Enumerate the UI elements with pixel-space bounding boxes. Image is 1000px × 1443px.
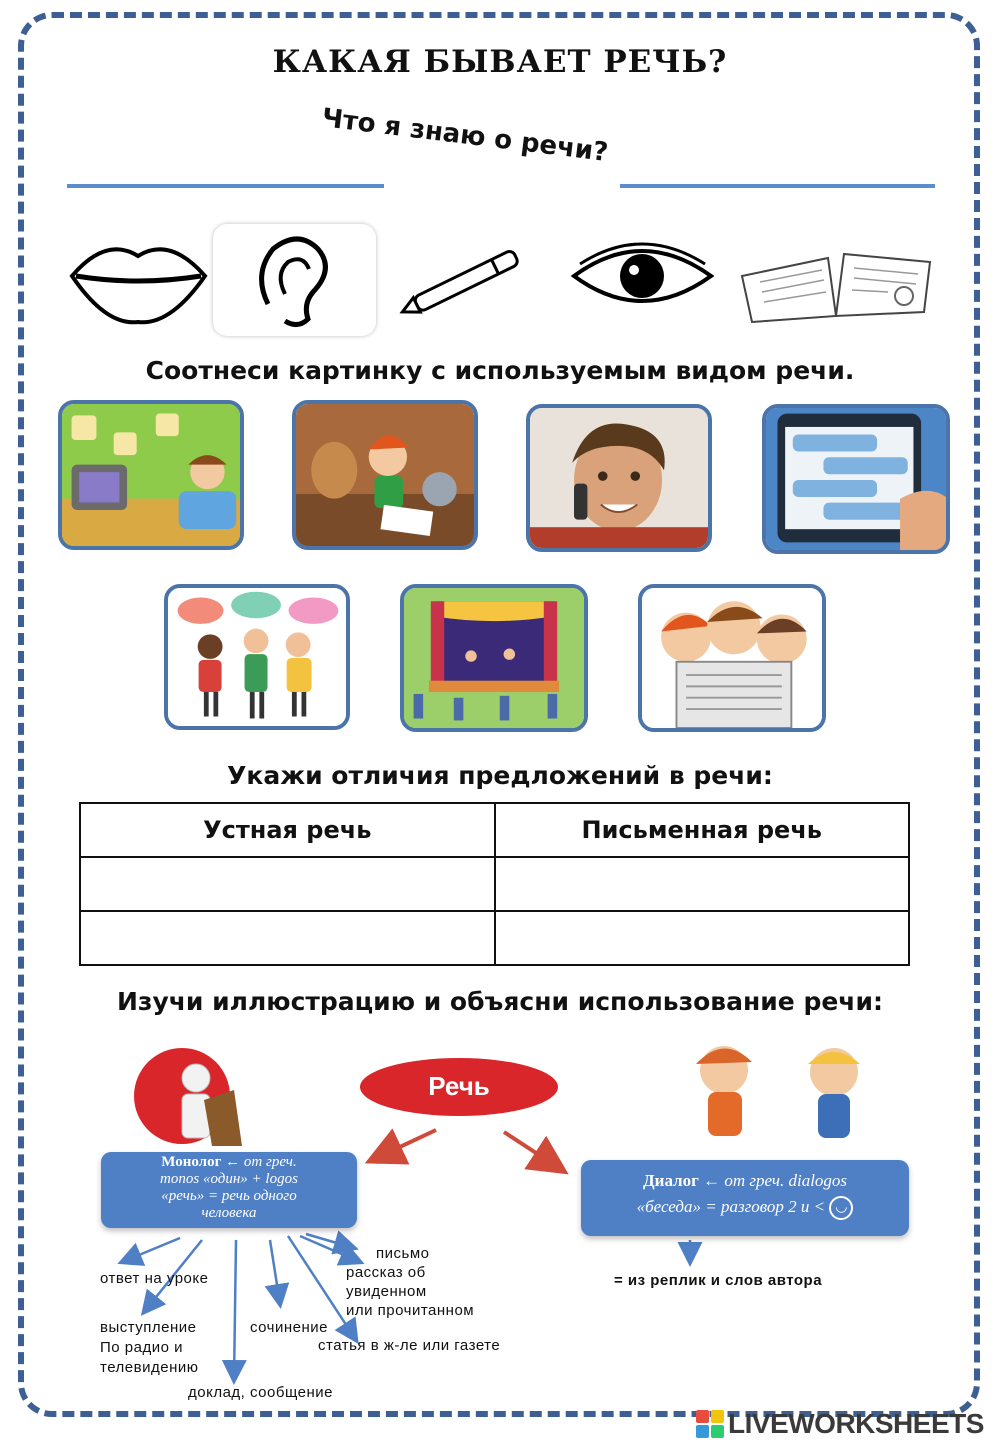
- dialogue-title: Диалог: [642, 1171, 699, 1190]
- page-title: КАКАЯ БЫВАЕТ РЕЧЬ?: [272, 44, 728, 80]
- answer-cell-oral-1[interactable]: [80, 857, 495, 911]
- item-article: статья в ж-ле или газете: [318, 1337, 501, 1354]
- item-letter: письмо: [376, 1245, 430, 1262]
- speech-oval: Речь: [360, 1058, 558, 1116]
- logo-text: LIVEWORKSHEETS: [728, 1408, 984, 1439]
- differences-heading: Укажи отличия предложений в речи:: [227, 761, 773, 790]
- column-written-speech: Письменная речь: [495, 803, 910, 857]
- scheme-heading: Изучи иллюстрацию и объясни использование речи:: [117, 987, 883, 1016]
- match-heading: Соотнеси картинку с используемым видом речи.: [145, 356, 855, 385]
- logo-mark-icon: [696, 1410, 724, 1438]
- item-essay: сочинение: [250, 1319, 329, 1336]
- dialogue-box: [581, 1160, 909, 1236]
- dialogue-note: = из реплик и слов автора: [614, 1272, 823, 1289]
- liveworksheets-logo[interactable]: [696, 1408, 984, 1440]
- picture-children-talking[interactable]: [164, 584, 350, 730]
- monologue-meaning: «речь» = речь одного: [161, 1188, 297, 1204]
- item-answer-in-class: ответ на уроке: [100, 1270, 209, 1287]
- answer-cell-oral-2[interactable]: [80, 911, 495, 965]
- item-story-line3: или прочитанном: [346, 1302, 475, 1319]
- answer-cell-written-1[interactable]: [495, 857, 910, 911]
- monologue-box: [101, 1152, 357, 1228]
- item-story-line2: увиденном: [346, 1283, 427, 1300]
- item-speech-line3: телевидению: [100, 1359, 199, 1376]
- table-header-row: [80, 803, 909, 857]
- eye-icon[interactable]: [570, 234, 715, 314]
- answer-line-left[interactable]: [67, 184, 384, 188]
- smiley-icon: ◡: [829, 1196, 853, 1220]
- picture-watching-tv[interactable]: [58, 400, 244, 550]
- ear-icon[interactable]: [213, 224, 376, 336]
- item-speech-line2: По радио и: [100, 1339, 183, 1356]
- answer-line-right[interactable]: [620, 184, 935, 188]
- answer-cell-written-2[interactable]: [495, 911, 910, 965]
- table-row: [80, 911, 909, 965]
- picture-cartoon-boy-writing[interactable]: [292, 400, 478, 550]
- picture-boy-on-phone[interactable]: [526, 404, 712, 552]
- item-report: доклад, сообщение: [188, 1384, 333, 1401]
- page-subtitle: Что я знаю о речи?: [320, 103, 610, 168]
- column-oral-speech: Устная речь: [80, 803, 495, 857]
- monologue-origin: ← от греч.: [225, 1154, 297, 1170]
- item-speech-line1: выступление: [100, 1319, 197, 1336]
- pen-icon[interactable]: [394, 244, 534, 322]
- open-book-icon[interactable]: [738, 246, 934, 326]
- differences-table: [79, 802, 910, 966]
- monologue-etymology: monos «один» + logos: [160, 1171, 298, 1187]
- dialogue-origin: ← от греч. dialogos: [703, 1171, 848, 1190]
- monologue-meaning-end: человека: [201, 1205, 257, 1221]
- monologue-title: Монолог: [161, 1154, 222, 1170]
- picture-theatre-stage[interactable]: [400, 584, 588, 732]
- table-row: [80, 857, 909, 911]
- item-story-line1: рассказ об: [346, 1264, 426, 1281]
- lips-icon[interactable]: [66, 226, 211, 330]
- picture-chat-on-tablet[interactable]: [762, 404, 950, 554]
- picture-children-reading-newspaper[interactable]: [638, 584, 826, 732]
- dialogue-meaning: «беседа» = разговор 2 и <: [636, 1197, 826, 1216]
